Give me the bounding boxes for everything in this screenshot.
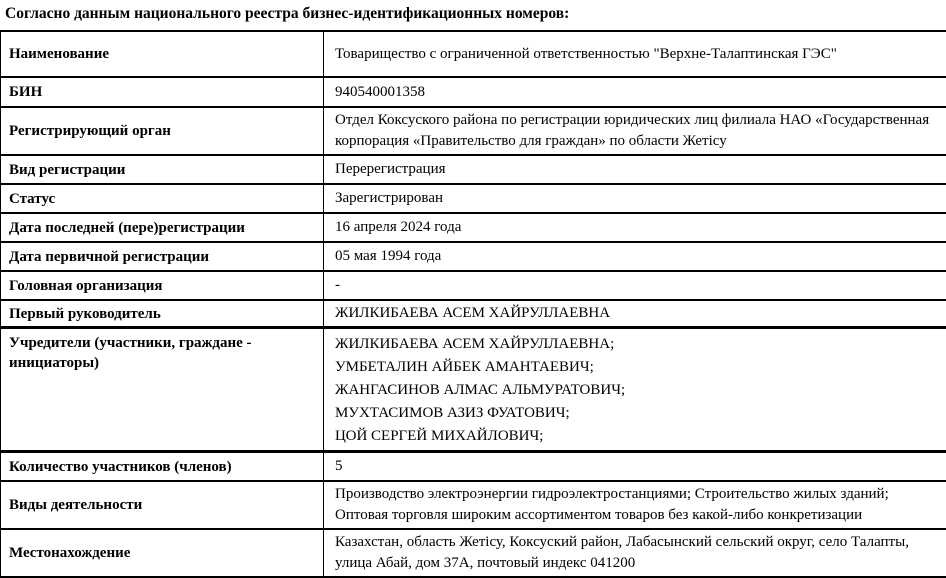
- row-value: 940540001358: [324, 77, 946, 107]
- table-row: [1, 77, 946, 107]
- table-row: [1, 481, 946, 529]
- row-value: Казахстан, область Жетісу, Коксуский район, Лабасынский сельский округ, село Талапты, улица Абай, дом 37А, почтовый индекс 041200: [324, 529, 946, 577]
- table-row: [1, 271, 946, 300]
- row-label: Местонахождение: [1, 529, 324, 577]
- row-value: Производство электроэнергии гидроэлектростанциями; Строительство жилых зданий; Оптовая торговля широким ассортиментом товаров без какой-либо конкретизации: [324, 481, 946, 529]
- founder-name: ЖАНГАСИНОВ АЛМАС АЛЬМУРАТОВИЧ;: [335, 379, 934, 402]
- table-row: [1, 31, 946, 77]
- table-row: [1, 184, 946, 213]
- row-value: -: [324, 271, 946, 300]
- row-value: Зарегистрирован: [324, 184, 946, 213]
- row-label: Виды деятельности: [1, 481, 324, 529]
- registry-table: [0, 30, 946, 578]
- founder-name: УМБЕТАЛИН АЙБЕК АМАНТАЕВИЧ;: [335, 356, 934, 379]
- table-row-founders: [1, 328, 946, 452]
- table-row: [1, 452, 946, 482]
- founder-name: ЦОЙ СЕРГЕЙ МИХАЙЛОВИЧ;: [335, 425, 934, 448]
- row-label: Вид регистрации: [1, 155, 324, 184]
- table-row: [1, 529, 946, 577]
- page-title: Согласно данным национального реестра бизнес-идентификационных номеров:: [0, 0, 946, 23]
- row-value: 16 апреля 2024 года: [324, 213, 946, 242]
- row-label: Статус: [1, 184, 324, 213]
- row-value: Перерегистрация: [324, 155, 946, 184]
- row-value: ЖИЛКИБАЕВА АСЕМ ХАЙРУЛЛАЕВНА: [324, 300, 946, 328]
- row-value: 05 мая 1994 года: [324, 242, 946, 271]
- row-value: Отдел Коксуского района по регистрации юридических лиц филиала НАО «Государственная корпорация «Правительство для граждан» по области Жетісу: [324, 107, 946, 155]
- row-label: Учредители (участники, граждане - инициаторы): [1, 328, 324, 452]
- row-value-founders: [324, 328, 946, 452]
- row-label: БИН: [1, 77, 324, 107]
- row-value: 5: [324, 452, 946, 482]
- row-label: Головная организация: [1, 271, 324, 300]
- table-row: [1, 242, 946, 271]
- row-label: Первый руководитель: [1, 300, 324, 328]
- row-label: Регистрирующий орган: [1, 107, 324, 155]
- row-label: Дата первичной регистрации: [1, 242, 324, 271]
- row-label: Наименование: [1, 31, 324, 77]
- row-label: Дата последней (пере)регистрации: [1, 213, 324, 242]
- table-row: [1, 300, 946, 328]
- table-row: [1, 155, 946, 184]
- table-row: [1, 107, 946, 155]
- founder-name: ЖИЛКИБАЕВА АСЕМ ХАЙРУЛЛАЕВНА;: [335, 333, 934, 356]
- row-value: Товарищество с ограниченной ответственностью "Верхне-Талаптинская ГЭС": [324, 31, 946, 77]
- row-label: Количество участников (членов): [1, 452, 324, 482]
- founder-name: МУХТАСИМОВ АЗИЗ ФУАТОВИЧ;: [335, 402, 934, 425]
- table-row: [1, 213, 946, 242]
